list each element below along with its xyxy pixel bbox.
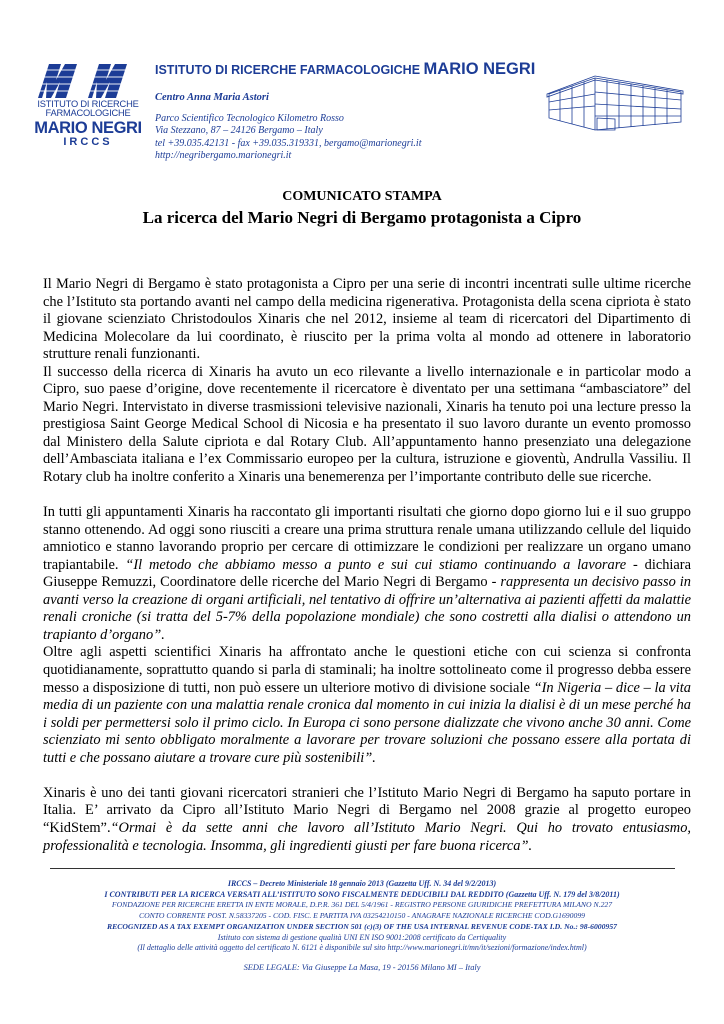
p4-text: Oltre agli aspetti scientifici Xinaris ha affrontato anche le questioni etiche con cui scienza si confronta quotidianamente, soprattutto quando si parla di staminali; ha inoltre sottolineato come il progresso debba essere messo a disposizione di tutti, non può essere un ulteriore motivo di divisione sociale bbox=[43, 644, 691, 696]
institute-logo bbox=[34, 60, 142, 148]
footer-line-4: CONTO CORRENTE POST. N.58337205 - COD. FISC. E PARTITA IVA 03254210150 - ANAGRAFE NAZIONALE RICERCHE COD.G1690099 bbox=[138, 911, 586, 921]
press-title: La ricerca del Mario Negri di Bergamo protagonista a Cipro bbox=[142, 208, 582, 227]
logo-line-3: MARIO NEGRI bbox=[34, 118, 142, 137]
logo-line-1: ISTITUTO DI RICERCHE bbox=[37, 99, 139, 109]
paragraph-4 bbox=[43, 644, 691, 767]
footer-divider bbox=[50, 868, 675, 869]
address-line-1: Parco Scientifico Tecnologico Kilometro Rosso bbox=[155, 113, 344, 125]
paragraph-2: Il successo della ricerca di Xinaris ha avuto un eco rilevante a livello internazionale e in particolar modo a Cipro, suo paese d’origine, dove recentemente il ricercatore è diventato per una settimana “ambasciatore” del Mario Negri. Intervistato in diverse trasmissioni televisive nazionali, Xinaris ha tenuto poi una lecture presso la prestigiosa Saint George Medical School di Nicosia e ha presentato il suo lavoro durante un evento promosso dal Ministero della Salute cipriota e dal Rotary Club. All’appuntamento hanno presenziato una delegazione dell’Ambasciata italiana e l’ex Commissario europeo per la cultura, istruzione e gioventù, Andrulla Vassiliu. Il Rotary club ha inoltre conferito a Xinaris una benemerenza per l’importante contributo delle sue ricerche. bbox=[43, 363, 691, 486]
p3-text-a: In tutti gli appuntamenti Xinaris ha raccontato gli importanti risultati che giorno dopo giorno lui e il suo gruppo stanno ottenendo. Ad oggi sono riusciti a creare una prima struttura renale umana utilizzando cellule del liquido amniotico e stanno lavorando proprio per cercare di ottimizzare le condizioni per realizzare un organo umano trapiantabile. bbox=[43, 504, 691, 573]
logo-line-2: FARMACOLOGICHE bbox=[45, 108, 131, 119]
p3-text-b: dichiara Giuseppe Remuzzi, Coordinatore delle ricerche del Mario Negri di Bergamo - bbox=[43, 556, 691, 591]
address-line-2: Via Stezzano, 87 – 24126 Bergamo – Italy bbox=[155, 125, 323, 137]
institute-title bbox=[155, 60, 535, 79]
p5-quote: “Ormai è da sette anni che lavoro all’Istituto Mario Negri. Qui ho trovato entusiasmo, professionalità e tecnologia. Insomma, gli ingredienti giusti per fare buona ricerca”. bbox=[43, 819, 691, 854]
p5-text: Xinaris è uno dei tanti giovani ricercatori stranieri che l’Istituto Mario Negri di Bergamo ha saputo portare in Italia. E’ arrivato da Cipro all’Istituto Mario Negri di Bergamo nel 2008 grazie al progetto europeo “KidStem”. bbox=[43, 784, 691, 836]
p3-quote-b: rappresenta un decisivo passo in avanti verso la creazione di organi artificiali, nel tentativo di offrire un’alternativa ai pazienti affetti da malattie renali croniche (si tratta del 5-7% della popolazione mondiale) che sono costretti alla dialisi o attendono un trapianto d’organo”. bbox=[43, 574, 691, 643]
mn-logo-mark-icon bbox=[34, 60, 142, 100]
footer bbox=[0, 879, 724, 974]
institute-prefix: ISTITUTO DI RICERCHE FARMACOLOGICHE bbox=[155, 63, 421, 77]
press-heading bbox=[0, 189, 724, 228]
p3-quote-a: “Il metodo che abbiamo messo a punto e sui cui stiamo continuando a lavorare - bbox=[125, 556, 638, 573]
website-link[interactable]: http://negribergamo.marionegri.it bbox=[155, 149, 292, 161]
paragraph-3 bbox=[43, 504, 691, 644]
article-body bbox=[43, 276, 691, 855]
press-label: COMUNICATO STAMPA bbox=[282, 189, 442, 204]
footer-line-3: FONDAZIONE PER RICERCHE ERETTA IN ENTE MORALE, D.P.R. 361 DEL 5/4/1961 - REGISTRO PERSONE GIURIDICHE PREFETTURA MILANO N.227 bbox=[111, 900, 613, 910]
footer-line-5: RECOGNIZED AS A TAX EXEMPT ORGANIZATION UNDER SECTION 501 (c)(3) OF THE USA INTERNAL REVENUE CODE-TAX I.D. No.: 98-6000957 bbox=[106, 921, 618, 931]
contacts-line: tel +39.035.42131 - fax +39.035.319331, bergamo@marionegri.it bbox=[155, 137, 422, 149]
building-drawing-icon bbox=[545, 64, 685, 132]
center-name: Centro Anna Maria Astori bbox=[155, 92, 269, 103]
paragraph-5 bbox=[43, 785, 691, 855]
p4-quote: “In Nigeria – dice – la vita media di un paziente con una malattia renale cronica dal momento in cui inizia la dialisi è di un mese perché ha i soldi per permettersi solo il primo ciclo. In Europa ci sono persone dializzate che vivono anche 30 anni. Come scienziato mi sento obbligato moralmente a lavorare per trovare soluzioni che possano essere alla portata di tutti e che possano aiutare a trovare cure più sostenibili”. bbox=[43, 679, 691, 766]
logo-line-4: IRCCS bbox=[63, 136, 113, 149]
footer-sede: SEDE LEGALE: Via Giuseppe La Masa, 19 - 20156 Milano MI – Italy bbox=[243, 962, 481, 972]
footer-line-6: Istituto con sistema di gestione qualità UNI EN ISO 9001:2008 certificato da Certiquality bbox=[217, 932, 507, 942]
footer-line-7: (Il dettaglio delle attività oggetto del certificato N. 6121 è disponibile sul sito http://www.marionegri.it/mn/it/sezioni/formazione/index.html) bbox=[137, 943, 587, 953]
footer-line-2: I CONTRIBUTI PER LA RICERCA VERSATI ALL’ISTITUTO SONO FISCALMENTE DEDUCIBILI DAL REDDITO (Gazzetta Uff. N. 179 del 3/8/2011) bbox=[104, 889, 620, 899]
paragraph-1: Il Mario Negri di Bergamo è stato protagonista a Cipro per una serie di incontri incentrati sulle ultime ricerche che l’Istituto sta portando avanti nel campo della medicina rigenerativa. Protagonista della scena cipriota è stato il giovane scienziato Christodoulos Xinaris che nel 2012, insieme al team di ricercatori del Dipartimento di Medicina Molecolare da lui coordinato, è riuscito per la prima volta al mondo ad ottenere in laboratorio strutture renali funzionanti. bbox=[43, 276, 691, 363]
institute-name: MARIO NEGRI bbox=[423, 60, 536, 78]
center-info bbox=[155, 92, 421, 162]
footer-line-1: IRCCS – Decreto Ministeriale 18 gennaio 2013 (Gazzetta Uff. N. 34 del 9/2/2013) bbox=[227, 879, 497, 888]
